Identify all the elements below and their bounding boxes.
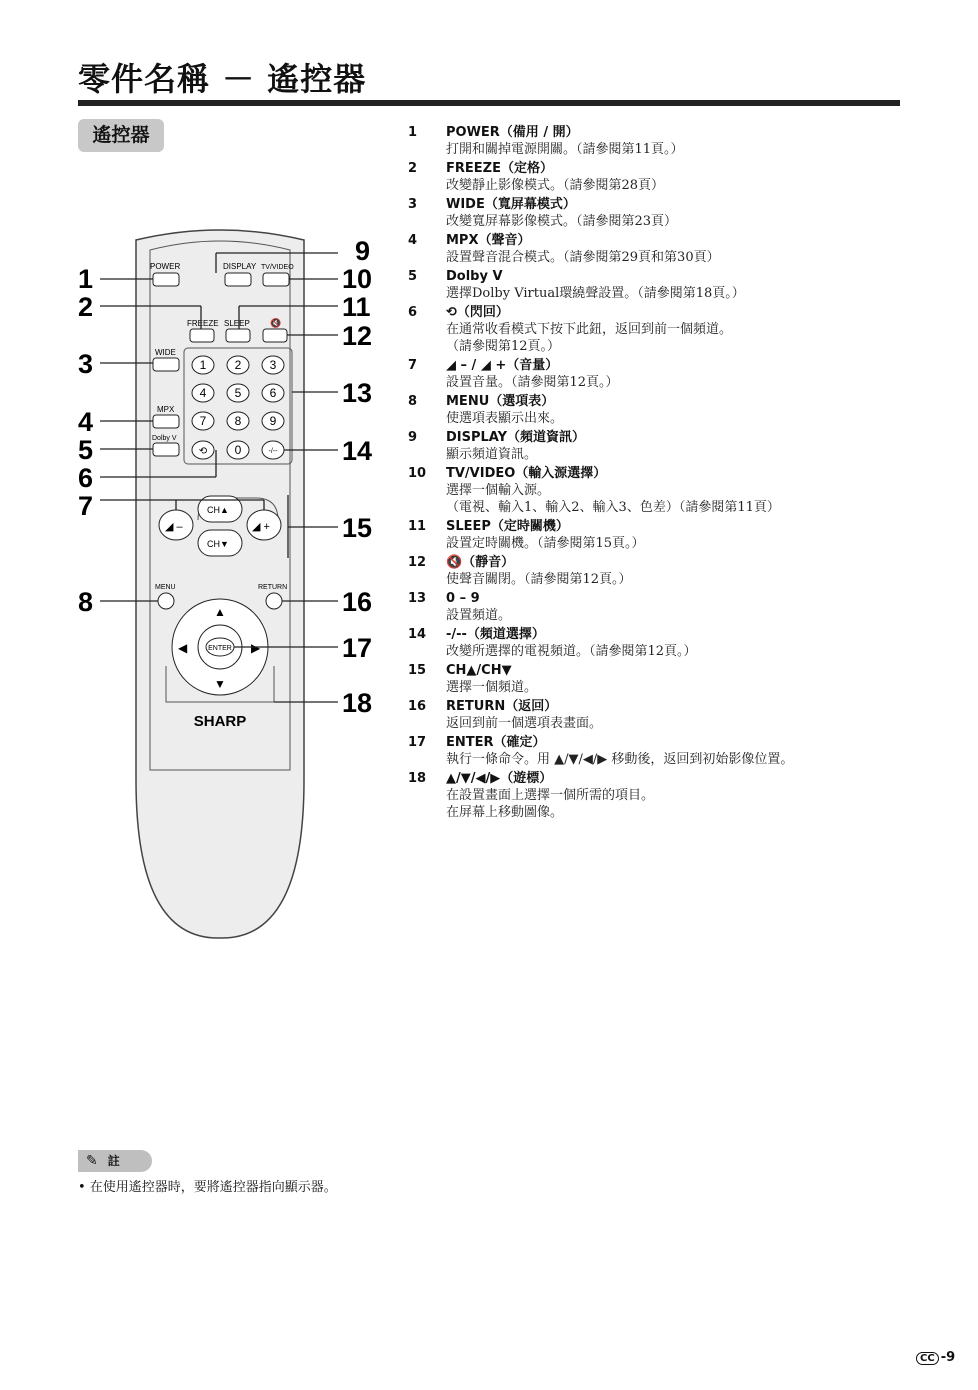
ch-down-label: CH▼ bbox=[207, 539, 229, 549]
item-heading: -/--（頻道選擇） bbox=[446, 627, 545, 642]
item-body bbox=[446, 304, 908, 355]
item-description: 使選項表顯示出來。 bbox=[446, 411, 564, 426]
pencil-icon: ✎ bbox=[86, 1153, 98, 1169]
item-number: 7 bbox=[408, 358, 418, 373]
item-12 bbox=[408, 554, 908, 588]
item-number: 15 bbox=[408, 663, 427, 678]
item-number: 8 bbox=[408, 394, 418, 409]
digit-7-label: 7 bbox=[199, 414, 207, 428]
cc-badge: CC bbox=[916, 1352, 939, 1365]
power-button bbox=[153, 273, 179, 286]
flashback-icon: ⟲ bbox=[198, 446, 208, 457]
item-body bbox=[446, 626, 908, 660]
item-number: 17 bbox=[408, 735, 427, 750]
note-label: 註 bbox=[107, 1154, 120, 1168]
freeze-label: FREEZE bbox=[187, 319, 219, 328]
item-description: 使聲音關閉。（請參閱第12頁。） bbox=[446, 572, 632, 587]
item-16 bbox=[408, 698, 908, 732]
item-body bbox=[446, 518, 908, 552]
item-body bbox=[446, 357, 908, 391]
item-number: 9 bbox=[408, 430, 418, 445]
item-body bbox=[446, 734, 908, 768]
item-heading: WIDE（寬屏幕模式） bbox=[446, 197, 576, 212]
digit-1-label: 1 bbox=[199, 358, 207, 372]
note-tab bbox=[78, 1150, 152, 1172]
digit-6-label: 6 bbox=[269, 386, 277, 400]
dolby-button bbox=[153, 443, 179, 456]
callout-14: 14 bbox=[342, 436, 373, 466]
item-description: 在設置畫面上選擇一個所需的項目。 bbox=[446, 788, 655, 803]
item-heading: 🔇（靜音） bbox=[446, 555, 515, 570]
digit-4-label: 4 bbox=[199, 386, 207, 400]
digit-0-label: 0 bbox=[234, 443, 242, 457]
item-description: 打開和關掉電源開關。（請參閱第11頁。） bbox=[446, 142, 684, 157]
item-6 bbox=[408, 304, 908, 355]
ch-up-label: CH▲ bbox=[207, 505, 229, 515]
sleep-label: SLEEP bbox=[224, 319, 250, 328]
callout-9: 9 bbox=[355, 236, 371, 266]
callout-8: 8 bbox=[78, 587, 94, 617]
item-description: 改變靜止影像模式。（請參閱第28頁） bbox=[446, 178, 665, 193]
tvvideo-label: TV/VIDEO bbox=[261, 264, 294, 271]
item-body bbox=[446, 196, 908, 230]
item-description: 在通常收看模式下按下此鈕，返回到前一個頻道。 bbox=[446, 322, 733, 337]
item-body bbox=[446, 662, 908, 696]
item-description: （電視、輸入1、輸入2、輸入3、色差）（請參閱第11頁） bbox=[446, 500, 780, 515]
menu-button bbox=[158, 593, 174, 609]
item-description: （請參閱第12頁。） bbox=[446, 339, 561, 354]
item-list bbox=[408, 124, 908, 823]
item-description: 設置音量。（請參閱第12頁。） bbox=[446, 375, 619, 390]
item-heading: RETURN（返回） bbox=[446, 699, 558, 714]
digit-8-label: 8 bbox=[234, 414, 242, 428]
item-heading: TV/VIDEO（輸入源選擇） bbox=[446, 466, 607, 481]
item-description: 選擇Dolby Virtual環繞聲設置。（請參閱第18頁。） bbox=[446, 286, 745, 301]
callout-13: 13 bbox=[342, 378, 373, 408]
item-heading: CH▲/CH▼ bbox=[446, 663, 512, 678]
digit-3-label: 3 bbox=[269, 358, 277, 372]
item-description: 設置定時關機。（請參閱第15頁。） bbox=[446, 536, 645, 551]
item-number: 13 bbox=[408, 591, 427, 606]
item-heading: MENU（選項表） bbox=[446, 394, 555, 409]
volume-down-icon: ◢ – bbox=[165, 521, 183, 533]
item-15 bbox=[408, 662, 908, 696]
item-body bbox=[446, 232, 908, 266]
callout-1: 1 bbox=[78, 264, 94, 294]
item-description: 返回到前一個選項表畫面。 bbox=[446, 716, 603, 731]
item-heading: ◢ – / ◢ +（音量） bbox=[446, 358, 559, 373]
item-body bbox=[446, 698, 908, 732]
item-number: 2 bbox=[408, 161, 418, 176]
enter-label: ENTER bbox=[208, 645, 232, 652]
item-7 bbox=[408, 357, 908, 391]
item-number: 4 bbox=[408, 233, 418, 248]
return-label: RETURN bbox=[258, 584, 288, 591]
digit-9-label: 9 bbox=[269, 414, 277, 428]
callout-12: 12 bbox=[342, 321, 373, 351]
callout-5: 5 bbox=[78, 435, 94, 465]
item-13 bbox=[408, 590, 908, 624]
freeze-button bbox=[190, 329, 214, 342]
item-heading: POWER（備用 / 開） bbox=[446, 125, 579, 140]
item-heading: MPX（聲音） bbox=[446, 233, 531, 248]
item-body bbox=[446, 429, 908, 463]
item-description: 選擇一個頻道。 bbox=[446, 680, 538, 695]
page-number-text: -9 bbox=[940, 1350, 956, 1365]
item-11 bbox=[408, 518, 908, 552]
item-description: 顯示頻道資訊。 bbox=[446, 447, 538, 462]
mute-icon: 🔇 bbox=[270, 318, 282, 328]
callout-16: 16 bbox=[342, 587, 373, 617]
dolby-label: Dolby V bbox=[152, 435, 177, 442]
item-number: 3 bbox=[408, 197, 418, 212]
item-body bbox=[446, 268, 908, 302]
item-description: 改變所選擇的電視頻道。（請參閱第12頁。） bbox=[446, 644, 697, 659]
item-2 bbox=[408, 160, 908, 194]
dpad-down-icon: ▼ bbox=[214, 677, 226, 691]
callout-10: 10 bbox=[342, 264, 373, 294]
item-heading: 0 – 9 bbox=[446, 591, 480, 606]
callout-17: 17 bbox=[342, 633, 373, 663]
item-heading: FREEZE（定格） bbox=[446, 161, 553, 176]
menu-label: MENU bbox=[155, 584, 176, 591]
callout-3: 3 bbox=[78, 349, 94, 379]
item-description: 設置頻道。 bbox=[446, 608, 512, 623]
item-body bbox=[446, 465, 908, 516]
display-label: DISPLAY bbox=[223, 262, 257, 271]
return-button bbox=[266, 593, 282, 609]
item-number: 14 bbox=[408, 627, 427, 642]
mpx-label: MPX bbox=[157, 405, 175, 414]
item-heading: ▲/▼/◀/▶（遊標） bbox=[446, 771, 553, 786]
dpad-up-icon: ▲ bbox=[214, 605, 226, 619]
item-body bbox=[446, 590, 908, 624]
item-number: 6 bbox=[408, 305, 418, 320]
item-body bbox=[446, 770, 908, 821]
item-9 bbox=[408, 429, 908, 463]
item-5 bbox=[408, 268, 908, 302]
item-description: 選擇一個輸入源。 bbox=[446, 483, 551, 498]
section-label: 遙控器 bbox=[78, 119, 164, 152]
item-heading: SLEEP（定時關機） bbox=[446, 519, 569, 534]
digit-2-label: 2 bbox=[234, 358, 242, 372]
item-body bbox=[446, 160, 908, 194]
item-18 bbox=[408, 770, 908, 821]
callout-7: 7 bbox=[78, 491, 94, 521]
sleep-button bbox=[226, 329, 250, 342]
callout-4: 4 bbox=[78, 407, 94, 437]
item-number: 11 bbox=[408, 519, 427, 534]
item-body bbox=[446, 124, 908, 158]
item-10 bbox=[408, 465, 908, 516]
tvvideo-button bbox=[263, 273, 289, 286]
item-body bbox=[446, 393, 908, 427]
item-17 bbox=[408, 734, 908, 768]
mute-button bbox=[263, 329, 287, 342]
item-body bbox=[446, 554, 908, 588]
item-1 bbox=[408, 124, 908, 158]
wide-label: WIDE bbox=[155, 348, 176, 357]
display-button bbox=[225, 273, 251, 286]
item-number: 10 bbox=[408, 466, 427, 481]
page-title: 零件名稱 － 遙控器 bbox=[78, 60, 367, 98]
power-label: POWER bbox=[150, 262, 181, 271]
callout-11: 11 bbox=[342, 292, 371, 322]
callout-2: 2 bbox=[78, 292, 94, 322]
item-8 bbox=[408, 393, 908, 427]
title-rule bbox=[78, 100, 900, 106]
wide-button bbox=[153, 358, 179, 371]
item-number: 18 bbox=[408, 771, 427, 786]
item-description: 在屏幕上移動圖像。 bbox=[446, 805, 564, 820]
callout-18: 18 bbox=[342, 688, 373, 718]
dpad-right-icon: ▶ bbox=[251, 641, 261, 655]
page-number bbox=[916, 1350, 955, 1365]
volume-up-icon: ◢ + bbox=[252, 521, 270, 533]
item-heading: ⟲（閃回） bbox=[446, 305, 509, 320]
digit-5-label: 5 bbox=[234, 386, 242, 400]
note-text: • 在使用遙控器時，要將遙控器指向顯示器。 bbox=[78, 1180, 337, 1195]
item-description: 執行一條命令。用 ▲/▼/◀/▶ 移動後，返回到初始影像位置。 bbox=[446, 752, 794, 767]
item-3 bbox=[408, 196, 908, 230]
remote-illustration bbox=[70, 220, 390, 945]
item-heading: Dolby V bbox=[446, 269, 503, 284]
item-number: 1 bbox=[408, 125, 418, 140]
item-heading: ENTER（確定） bbox=[446, 735, 546, 750]
callout-15: 15 bbox=[342, 513, 373, 543]
brand-logo: SHARP bbox=[193, 713, 247, 730]
item-number: 16 bbox=[408, 699, 427, 714]
item-description: 設置聲音混合模式。（請參閱第29頁和第30頁） bbox=[446, 250, 720, 265]
dash-label: -/-- bbox=[268, 448, 278, 455]
item-description: 改變寬屏幕影像模式。（請參閱第23頁） bbox=[446, 214, 678, 229]
item-14 bbox=[408, 626, 908, 660]
callout-6: 6 bbox=[78, 463, 94, 493]
mpx-button bbox=[153, 415, 179, 428]
item-heading: DISPLAY（頻道資訊） bbox=[446, 430, 586, 445]
item-number: 5 bbox=[408, 269, 418, 284]
item-number: 12 bbox=[408, 555, 427, 570]
dpad-left-icon: ◀ bbox=[178, 641, 188, 655]
item-4 bbox=[408, 232, 908, 266]
